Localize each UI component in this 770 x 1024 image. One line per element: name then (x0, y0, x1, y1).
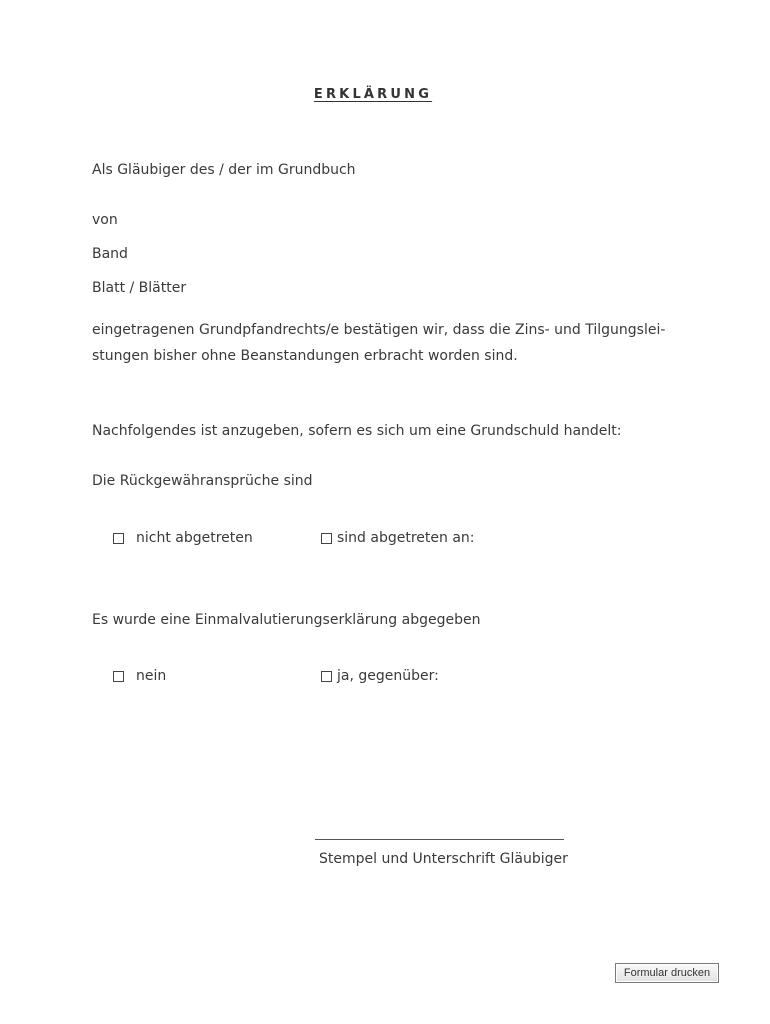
print-form-button[interactable]: Formular drucken (615, 963, 719, 983)
document-title: ERKLÄRUNG (313, 87, 433, 102)
option-nicht-abgetreten (113, 528, 253, 548)
option-label-nein: nein (136, 668, 167, 684)
field-label-band: Band (92, 246, 128, 262)
option-abgetreten-an (321, 528, 475, 548)
option-label-ja-gegenueber: ja, gegenüber: (337, 668, 439, 684)
confirmation-line-2: stungen bisher ohne Beanstandungen erbracht worden sind. (92, 348, 518, 364)
field-label-blatt: Blatt / Blätter (92, 280, 187, 296)
intro-text: Als Gläubiger des / der im Grundbuch (92, 162, 356, 178)
checkbox-abgetreten-an[interactable] (321, 533, 332, 544)
checkbox-nicht-abgetreten[interactable] (113, 533, 124, 544)
option-ja-gegenueber (321, 666, 439, 686)
checkbox-nein[interactable] (113, 671, 124, 682)
confirmation-paragraph (92, 317, 692, 369)
option-nein (113, 666, 166, 686)
signature-line (315, 839, 564, 840)
rueckgewaehr-label: Die Rückgewähransprüche sind (92, 473, 313, 489)
checkbox-ja-gegenueber[interactable] (321, 671, 332, 682)
signature-label: Stempel und Unterschrift Gläubiger (319, 851, 568, 867)
option-label-nicht-abgetreten: nicht abgetreten (136, 530, 253, 546)
grundschuld-note: Nachfolgendes ist anzugeben, sofern es sich um eine Grundschuld handelt: (92, 423, 622, 439)
confirmation-line-1: eingetragenen Grundpfandrechts/e bestätigen wir, dass die Zins- und Tilgungslei- (92, 322, 666, 338)
option-label-abgetreten-an: sind abgetreten an: (337, 530, 475, 546)
field-label-von: von (92, 212, 118, 228)
valutierung-label: Es wurde eine Einmalvalutierungserklärung abgegeben (92, 612, 481, 628)
